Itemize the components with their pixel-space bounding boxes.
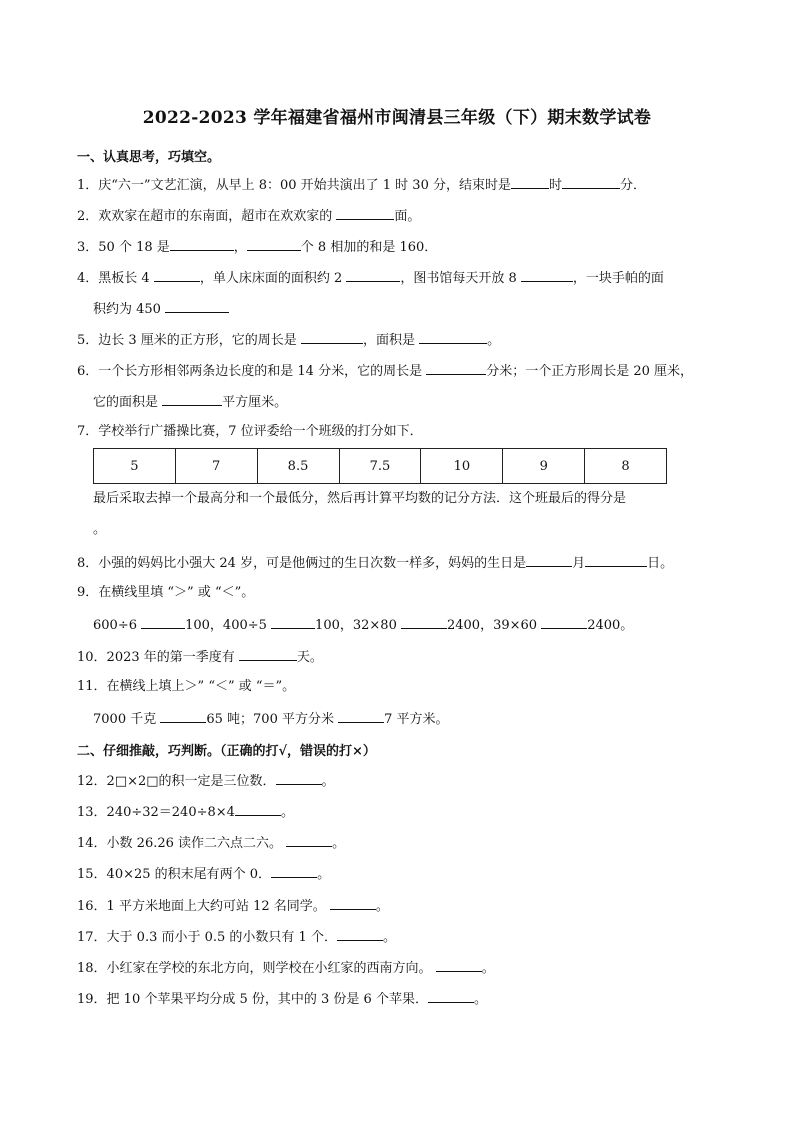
question-8-month: 月 (572, 556, 586, 571)
score-cell: 9 (503, 449, 585, 484)
question-10-suffix: 天。 (296, 650, 323, 665)
score-cell: 8 (585, 449, 667, 484)
question-8-day: 日。 (647, 556, 674, 571)
answer-blank[interactable] (154, 268, 200, 282)
answer-blank[interactable] (541, 615, 587, 629)
question-9-expr-3: 100，32×80 (315, 618, 401, 633)
question-12-text: 12．2□×2□的积一定是三位数． (77, 774, 276, 789)
answer-blank[interactable] (346, 268, 400, 282)
question-19 (77, 989, 487, 1009)
question-6-text-3: 它的面积是 (93, 395, 163, 410)
question-7-end: 。 (93, 522, 107, 537)
section-heading-fill-in: 一、认真思考，巧填空。 (77, 150, 221, 165)
answer-blank[interactable] (162, 392, 222, 406)
question-13 (77, 802, 294, 822)
question-9-expr-4: 2400，39×60 (446, 618, 542, 633)
question-5-suffix: 。 (487, 333, 501, 348)
question-1-unit-minute: 分． (620, 178, 647, 193)
answer-blank[interactable] (511, 175, 549, 189)
question-16-end: 。 (375, 899, 389, 914)
question-11: 11．在横线上填上＞” “＜” 或 “＝”。 (77, 679, 296, 694)
answer-blank[interactable] (235, 802, 281, 816)
answer-blank[interactable] (170, 237, 234, 251)
question-6-text: 6．一个长方形相邻两条边长度的和是 14 分米，它的周长是 (77, 364, 427, 379)
score-cell: 8.5 (257, 449, 339, 484)
question-7-text: 7．学校举行广播操比赛，7 位评委给一个班级的打分如下． (77, 424, 423, 439)
answer-blank[interactable] (301, 330, 363, 344)
answer-blank[interactable] (330, 896, 376, 910)
answer-blank[interactable] (247, 237, 301, 251)
question-11-expr-3: 7 平方米。 (384, 712, 449, 727)
question-9-expr-5: 2400。 (587, 618, 634, 633)
question-17 (77, 927, 396, 947)
question-12 (77, 771, 335, 791)
question-15-text: 15．40×25 的积末尾有两个 0． (77, 867, 272, 882)
question-3-suffix: 个 8 相加的和是 160． (300, 240, 438, 255)
answer-blank[interactable] (160, 709, 206, 723)
answer-blank[interactable] (585, 553, 647, 567)
question-5-text-2: ，面积是 (362, 333, 420, 348)
question-6-text-2: 分米；一个正方形周长是 20 厘米， (486, 364, 694, 379)
question-18-text: 18．小红家在学校的东北方向，则学校在小红家的西南方向。 (77, 961, 436, 976)
answer-blank[interactable] (419, 330, 487, 344)
answer-blank[interactable] (336, 206, 394, 220)
question-14 (77, 833, 345, 853)
question-12-end: 。 (321, 774, 335, 789)
answer-blank[interactable] (286, 833, 332, 847)
question-9: 9．在横线里填 “＞” 或 “＜”。 (77, 585, 255, 600)
question-7-continued: 最后采取去掉一个最高分和一个最低分，然后再计算平均数的记分方法．这个班最后的得分是 (93, 491, 627, 506)
score-table (93, 448, 667, 484)
question-2-text: 2．欢欢家在超市的东南面，超市在欢欢家的 (77, 209, 337, 224)
question-19-text: 19．把 10 个苹果平均分成 5 份，其中的 3 份是 6 个苹果． (77, 992, 428, 1007)
question-8-text: 8．小强的妈妈比小强大 24 岁，可是他俩过的生日次数一样多，妈妈的生日是 (77, 556, 527, 571)
question-7 (77, 423, 423, 441)
question-1-text: 1．庆“六一”文艺汇演，从早上 8：00 开始共演出了 1 时 30 分，结束时是 (77, 178, 511, 193)
answer-blank[interactable] (141, 615, 185, 629)
answer-blank[interactable] (562, 175, 620, 189)
question-4-text-2: ，单人床床面的面积约 2 (199, 271, 347, 286)
question-10 (77, 647, 323, 667)
question-4-text-4: ，一块手帕的面 (572, 271, 664, 286)
score-cell: 7 (175, 449, 257, 484)
answer-blank[interactable] (338, 709, 384, 723)
page-title: 2022-2023 学年福建省福州市闽清县三年级（下）期末数学试卷 (142, 108, 652, 128)
question-17-text: 17．大于 0.3 而小于 0.5 的小数只有 1 个． (77, 930, 337, 945)
answer-blank[interactable] (401, 615, 447, 629)
question-3-text: 3．50 个 18 是 (77, 240, 170, 255)
question-15-end: 。 (317, 867, 331, 882)
question-4-continued (93, 299, 229, 319)
question-11-expr-1: 7000 千克 (93, 712, 161, 727)
question-17-end: 。 (382, 930, 396, 945)
question-4 (77, 268, 664, 288)
question-11-expr-2: 65 吨；700 平方分米 (206, 712, 339, 727)
question-4-text-5: 积约为 450 (93, 302, 166, 317)
score-cell: 7.5 (339, 449, 421, 484)
question-9-continued (93, 615, 633, 635)
score-cell: 10 (421, 449, 503, 484)
question-16 (77, 896, 389, 916)
question-8 (77, 553, 673, 573)
answer-blank[interactable] (426, 361, 486, 375)
question-9-expr-2: 100，400÷5 (185, 618, 272, 633)
question-5-text: 5．边长 3 厘米的正方形，它的周长是 (77, 333, 301, 348)
question-1 (77, 175, 646, 195)
answer-blank[interactable] (526, 553, 572, 567)
question-13-end: 。 (280, 805, 294, 820)
question-2 (77, 206, 420, 226)
answer-blank[interactable] (271, 864, 317, 878)
question-6 (77, 361, 693, 381)
answer-blank[interactable] (436, 958, 482, 972)
question-6-suffix: 平方厘米。 (222, 395, 288, 410)
question-15 (77, 864, 330, 884)
question-9-expr-1: 600÷6 (93, 618, 142, 633)
section-heading-true-false: 二、仔细推敲，巧判断。（正确的打√，错误的打×） (77, 744, 376, 759)
question-14-end: 。 (332, 836, 346, 851)
question-2-suffix: 面。 (394, 209, 421, 224)
question-16-text: 16．1 平方米地面上大约可站 12 名同学。 (77, 899, 330, 914)
answer-blank[interactable] (337, 927, 383, 941)
question-11-continued (93, 709, 449, 729)
question-18-end: 。 (481, 961, 495, 976)
question-6-continued (93, 392, 287, 412)
question-14-text: 14．小数 26.26 读作二六点二六。 (77, 836, 287, 851)
score-table-row (94, 449, 667, 484)
question-4-text-3: ，图书馆每天开放 8 (400, 271, 521, 286)
score-cell: 5 (94, 449, 176, 484)
answer-blank[interactable] (276, 771, 322, 785)
answer-blank[interactable] (428, 989, 474, 1003)
question-3 (77, 237, 437, 257)
answer-blank[interactable] (271, 615, 315, 629)
question-3-comma: ， (233, 240, 247, 255)
question-19-end: 。 (473, 992, 487, 1007)
answer-blank[interactable] (165, 299, 229, 313)
question-13-text: 13．240÷32＝240÷8×4 (77, 805, 235, 820)
question-18 (77, 958, 495, 978)
question-4-text: 4．黑板长 4 (77, 271, 154, 286)
question-5 (77, 330, 500, 350)
answer-blank[interactable] (521, 268, 573, 282)
question-1-unit-hour: 时 (548, 178, 562, 193)
answer-blank[interactable] (239, 647, 297, 661)
question-10-text: 10．2023 年的第一季度有 (77, 650, 239, 665)
